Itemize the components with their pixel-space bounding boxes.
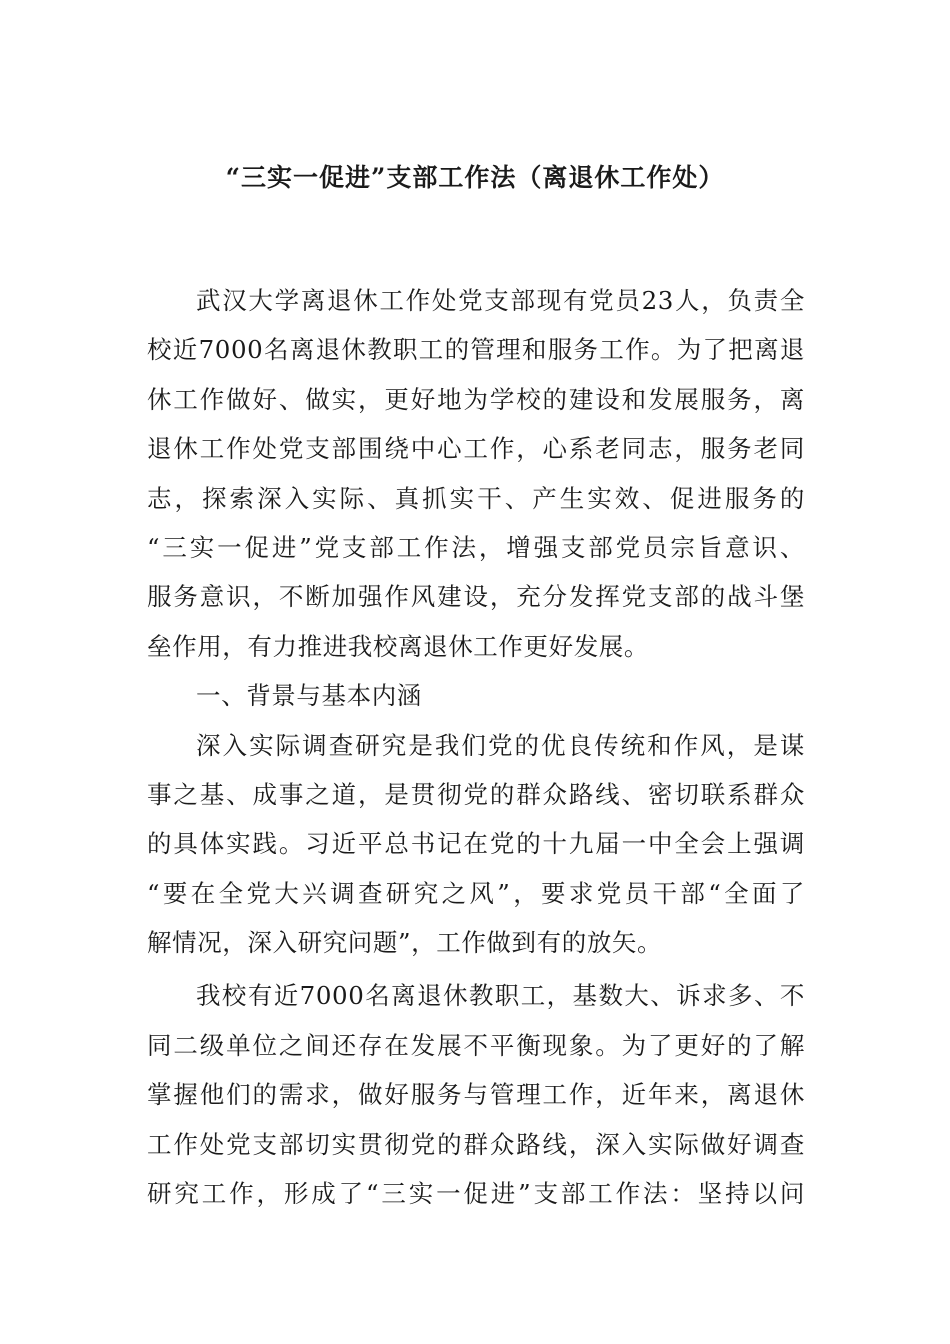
- paragraph-line: 我校有近7000名离退休教职工，基数大、诉求多、不: [196, 981, 805, 1011]
- paragraph-line: 的具体实践。习近平总书记在党的十九届一中全会上强调: [147, 829, 805, 859]
- paragraph-line: 服务意识，不断加强作风建设，充分发挥党支部的战斗堡: [147, 582, 805, 612]
- paragraph-line: “要在全党大兴调查研究之风”，要求党员干部“全面了: [147, 878, 805, 908]
- section-heading: 一、背景与基本内涵: [196, 681, 422, 711]
- paragraph-line: 退休工作处党支部围绕中心工作，心系老同志，服务老同: [147, 434, 805, 464]
- paragraph-line: 解情况，深入研究问题”，工作做到有的放矢。: [147, 928, 663, 958]
- paragraph-line: 研究工作，形成了“三实一促进”支部工作法：坚持以问: [147, 1179, 805, 1209]
- paragraph-line: 校近7000名离退休教职工的管理和服务工作。为了把离退: [147, 335, 805, 365]
- paragraph-line: 事之基、成事之道，是贯彻党的群众路线、密切联系群众: [147, 779, 805, 809]
- paragraph-line: 工作处党支部切实贯彻党的群众路线，深入实际做好调查: [147, 1129, 805, 1159]
- paragraph-line: 深入实际调查研究是我们党的优良传统和作风，是谋: [196, 730, 805, 760]
- paragraph-line: 垒作用，有力推进我校离退休工作更好发展。: [147, 631, 649, 661]
- paragraph-line: 同二级单位之间还存在发展不平衡现象。为了更好的了解: [147, 1030, 805, 1060]
- paragraph-line: 武汉大学离退休工作处党支部现有党员23人，负责全: [196, 286, 805, 315]
- paragraph-line: 休工作做好、做实，更好地为学校的建设和发展服务，离: [147, 384, 805, 414]
- document-body: [147, 276, 805, 1218]
- paragraph-line: 掌握他们的需求，做好服务与管理工作，近年来，离退休: [147, 1080, 805, 1110]
- paragraph-line: “三实一促进”党支部工作法，增强支部党员宗旨意识、: [147, 532, 805, 562]
- paragraph-line: 志，探索深入实际、真抓实干、产生实效、促进服务的: [147, 483, 805, 513]
- document-title: “三实一促进”支部工作法（离退休工作处）: [225, 163, 725, 192]
